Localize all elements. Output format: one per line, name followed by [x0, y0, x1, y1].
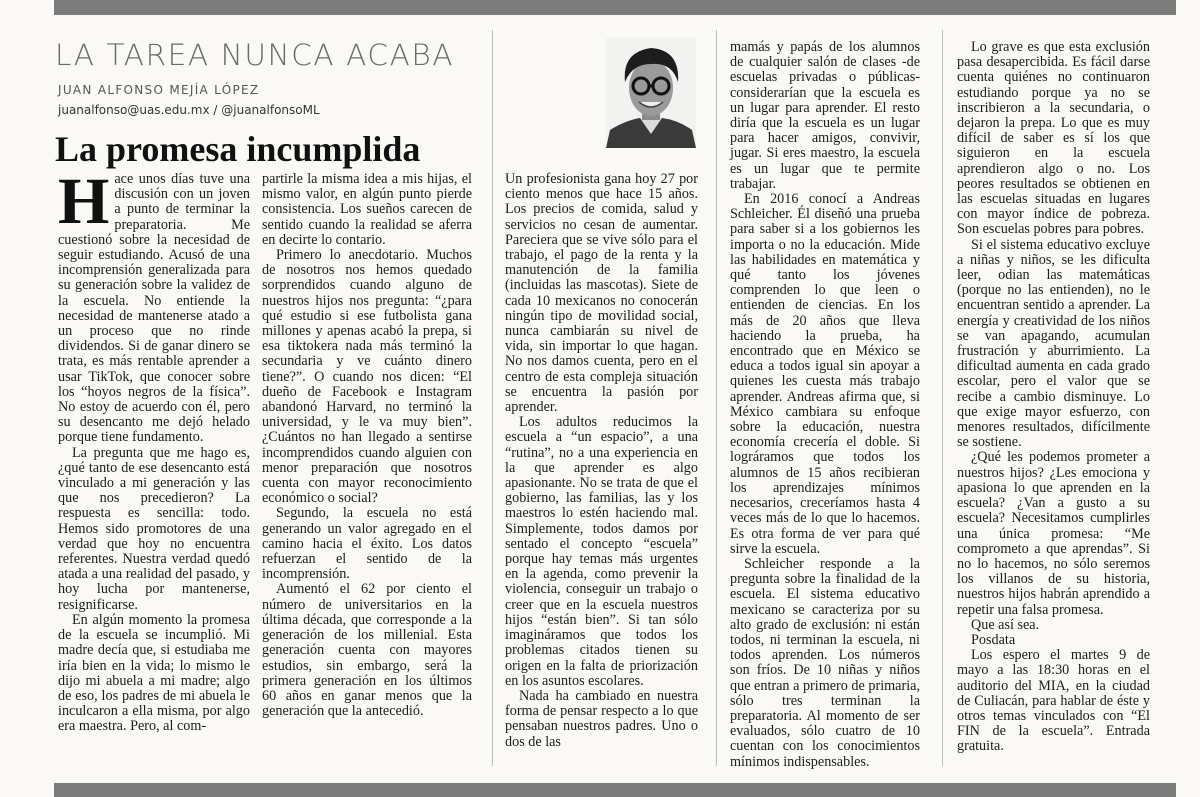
- paragraph: Schleicher responde a la pregunta sobre la finalidad de la escuela. El sistema educativo mexicano se caracteriza por su alto grado de exclusión: ni están todos, ni terminan la escuela, ni todos aprenden. Los números son fríos. De 10 niñas y niños que entran a primero de primaria, sólo tres terminan la preparatoria. Al momento de ser evaluados, sólo cuatro de 10 cuentan con los conocimientos mínimos indispensables.: [730, 555, 920, 770]
- column-divider: [942, 30, 943, 766]
- bottom-rule-bar: [54, 783, 1176, 797]
- paragraph: En algún momento la promesa de la escuela se incumplió. Mi madre decía que, si estudiaba me iría bien en la vida; lo mismo le dijo mi abuela a mi madre; algo de eso, los padres de mi abuela le inculcaron a ella misma, por algo era maestra. Pero, al com-: [58, 611, 250, 735]
- paragraph: mamás y papás de los alumnos de cualquier salón de clases -de escuelas privadas o públicas- considerarían que la escuela es un lugar para aprender. El resto diría que la escuela es un lugar para hacer amigos, convivir, jugar. Si eres maestro, la escuela es un lugar que te permite trabajar.: [730, 39, 920, 192]
- article-column-2: [262, 172, 472, 719]
- column-divider: [716, 30, 717, 766]
- article-column-1: [58, 165, 250, 735]
- author-portrait: [606, 38, 696, 148]
- column-title: LA TAREA NUNCA ACABA: [55, 38, 455, 72]
- paragraph: Primero lo anecdotario. Muchos de nosotros nos hemos quedado sorprendidos cuando alguno de nuestros hijos nos pregunta: “¿para qué estudio si ese futbolista gana millones y apenas acabó la prepa, si esa tiktokera nada más terminó la secundaria y ve cuánto dinero tiene?”. O cuando nos dicen: “El dueño de Facebook e Instagram abandonó Harvard, no terminó la universidad, y le va muy bien”. ¿Cuántos no han llegado a sentirse incomprendidos cuando alguien con menor preparación que nosotros cuenta con mayor reconocimiento económico o social?: [262, 247, 472, 507]
- drop-cap: H: [58, 165, 110, 238]
- paragraph: Un profesionista gana hoy 27 por ciento menos que hace 15 años. Los precios de comida, salud y servicios no cesan de aumentar. Pareciera que se vive sólo para el trabajo, el pago de la renta y la manutención de la familia (incluidas las mascotas). Siete de cada 10 mexicanos no conocerán ningún tipo de movilidad social, nunca cambiarán su nivel de vida, sin importar lo que hagan. No nos damos cuenta, pero en el centro de esta compleja situación se encuentra la pasión por aprender.: [505, 171, 698, 416]
- paragraph: Segundo, la escuela no está generando un valor agregado en el camino hacia el éxito. Los datos refuerzan el sentido de la incomprensión.: [262, 505, 472, 583]
- article-column-4: [730, 40, 920, 770]
- article-column-5: [957, 40, 1150, 755]
- paragraph: Nada ha cambiado en nuestra forma de pensar respecto a lo que pensaban nuestros padres. Uno o dos de las: [505, 687, 698, 750]
- top-rule-bar: [54, 0, 1176, 15]
- paragraph: La pregunta que me hago es, ¿qué tanto de ese desencanto está vinculado a mi generación y las que nos precedieron? La respuesta es sencilla: todo. Hemos sido promotores de una verdad que hoy no encuentra referentes. Nuestra verdad quedó atada a una realidad del pasado, y hoy lucha por mantenerse, resignificarse.: [58, 444, 250, 613]
- paragraph: Si el sistema educativo excluye a niñas y niños, se les dificulta leer, odian las matemáticas (porque no las entienden), no le encuentran sentido a aprender. La energía y creatividad de los niños se van apagando, acumulan frustración y aburrimiento. La dificultad aumenta en cada grado escolar, pero el valor que se recibe a cambio disminuye. Lo que exige mayor esfuerzo, con menores resultados, difícilmente se sostiene.: [957, 236, 1150, 451]
- paragraph: Lo grave es que esta exclusión pasa desapercibida. Es fácil darse cuenta quiénes no continuaron estudiando porque ya no se inscribieron a la secundaria, o dejaron la prepa. Lo que es muy difícil de saber es sí los que siguieron en la escuela aprendieron algo o no. Los peores resultados se obtienen en las escuelas situadas en lugares con mayor índice de pobreza. Son escuelas pobres para pobres.: [957, 39, 1150, 238]
- paragraph: [58, 165, 250, 446]
- paragraph: Que así sea.: [971, 616, 1040, 633]
- paragraph: partirle la misma idea a mis hijas, el mismo valor, en algún punto pierde consistencia. Los sueños carecen de sentido cuando la realidad se aferra en decirte lo contario.: [262, 171, 472, 248]
- column-divider: [492, 30, 493, 766]
- paragraph: ¿Qué les podemos prometer a nuestros hijos? ¿Les emociona y apasiona lo que aprenden en la escuela? ¿Van a gusto a su escuela? Necesitamos cumplirles una única promesa: “Me comprometo a que aprendas”. Si no lo hacemos, no sólo seremos los villanos de su historia, nuestros hijos habrán aprendido a repetir una falsa promesa.: [957, 449, 1150, 618]
- article-headline: La promesa incumplida: [55, 129, 421, 169]
- paragraph: En 2016 conocí a Andreas Schleicher. Él diseñó una prueba para saber si a los gobiernos les importa o no la educación. Mide las habilidades en matemática y qué tanto los jóvenes comprenden lo que leen o entienden de ciencias. En los más de 20 años que lleva haciendo la prueba, ha encontrado que en México se educa a todos igual sin apoyar a quienes les cuesta más trabajo aprender. Andreas afirma que, si México cambiara su enfoque sobre la educación, nuestra economía crecería el doble. Si lográramos que todos los alumnos de 15 años recibieran los aprendizajes mínimos necesarios, creceríamos hasta 4 veces más de lo que lo hacemos. Es otra forma de ver para qué sirve la escuela.: [730, 191, 920, 557]
- paragraph: Los adultos reducimos la escuela a “un espacio”, a una “rutina”, no a una experiencia en la que aprender es algo apasionante. No se trata de que el gobierno, las familias, las y los maestros lo estén haciendo mal. Simplemente, todos damos por sentado el concepto “escuela” porque hay temas más urgentes en la agenda, como prevenir la violencia, conseguir un trabajo o creer que en la escuela nuestros hijos “están bien”. Si tan sólo imagináramos que todos los problemas citados tienen su origen en la falta de priorización en los asuntos escolares.: [505, 414, 698, 689]
- article-column-3: [505, 172, 698, 750]
- author-name: JUAN ALFONSO MEJÍA LÓPEZ: [58, 83, 260, 97]
- paragraph: Los espero el martes 9 de mayo a las 18:30 horas en el auditorio del MIA, en la ciudad de Culiacán, para hablar de éste y otros temas vinculados con “El FIN de la escuela”. Entrada gratuita.: [957, 647, 1150, 755]
- paragraph: Aumentó el 62 por ciento el número de universitarios en la última década, que corresponde a la generación de los millenial. Esta generación cuenta con mayores estudios, sin embargo, será la primera generación en los últimos 60 años en ganar menos que la generación que la antecedió.: [262, 581, 472, 720]
- paragraph: Posdata: [971, 631, 1016, 648]
- author-contact: juanalfonso@uas.edu.mx / @juanalfonsoML: [58, 103, 320, 117]
- paragraph-text: ace unos días tuve una discusión con un joven a punto de terminar la preparatoria. Me cuestionó sobre la necesidad de seguir estudiando. Acusó de una incomprensión generalizada para su generación sobre la validez de la escuela. No entiende la necesidad de mantenerse atado a un proceso que no rinde dividendos. Si de ganar dinero se trata, es más rentable aprender a usar TikTok, que conocer sobre los “hoyos negros de la física”. No estoy de acuerdo con él, pero su desencanto me dejó helado porque tiene fundamento.: [58, 171, 250, 446]
